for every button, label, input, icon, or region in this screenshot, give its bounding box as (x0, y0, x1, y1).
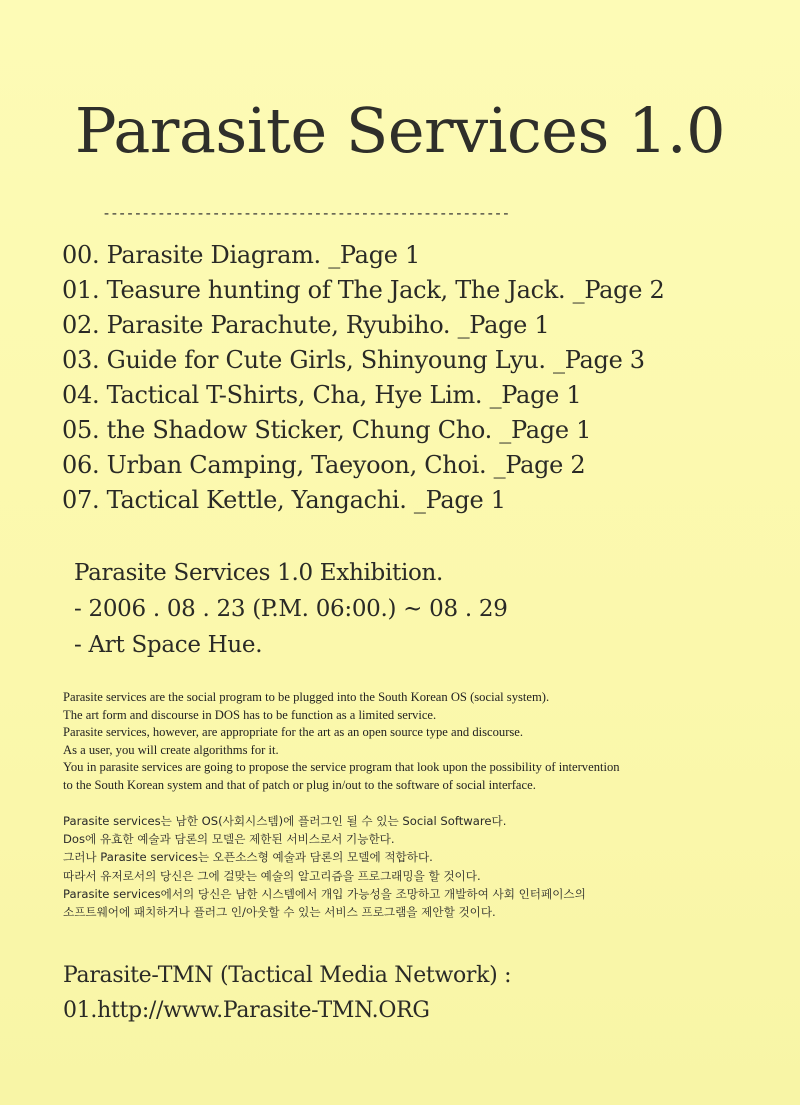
english-line: You in parasite services are going to propose the service program that look upon the possibility of intervention (63, 760, 620, 775)
network-name: Parasite-TMN (Tactical Media Network) : (63, 963, 512, 988)
english-line: Parasite services, however, are appropriate for the art as an open source type and discourse. (63, 725, 524, 740)
toc-item-01: 01. Teasure hunting of The Jack, The Jack. _Page 2 (62, 276, 665, 304)
english-line: Parasite services are the social program to be plugged into the South Korean OS (social system). (63, 690, 550, 704)
footer-contact (63, 958, 511, 1028)
network-url: 01.http://www.Parasite-TMN.ORG (63, 998, 430, 1023)
english-line: to the South Korean system and that of patch or plug in/out to the software of social interface. (63, 777, 536, 792)
korean-line: Dos에 유효한 예술과 담론의 모델은 제한된 서비스로서 기능한다. (63, 832, 395, 847)
toc-item-07: 07. Tactical Kettle, Yangachi. _Page 1 (62, 486, 506, 514)
english-line: The art form and discourse in DOS has to be function as a limited service. (63, 707, 437, 722)
table-of-contents (62, 238, 664, 518)
page-title: Parasite Services 1.0 (74, 94, 726, 167)
korean-line: Parasite services는 남한 OS(사회시스템)에 플러그인 될 수 있는 Social Software다. (63, 814, 507, 828)
korean-line: Parasite services에서의 당신은 남한 시스템에서 개입 가능성을 조망하고 개발하여 사회 인터페이스의 (63, 886, 586, 901)
toc-item-05: 05. the Shadow Sticker, Chung Cho. _Page 1 (62, 416, 592, 444)
korean-line: 그러나 Parasite services는 오픈소스형 예술과 담론의 모델에 적합하다. (63, 850, 433, 865)
exhibition-info (74, 555, 508, 663)
english-line: As a user, you will create algorithms for it. (63, 742, 279, 757)
exhibition-venue: - Art Space Hue. (74, 632, 263, 658)
toc-item-04: 04. Tactical T-Shirts, Cha, Hye Lim. _Page 1 (62, 381, 582, 409)
korean-description (63, 812, 586, 921)
korean-line: 따라서 유저로서의 당신은 그에 걸맞는 예술의 알고리즘을 프로그래밍을 할 것이다. (63, 868, 481, 883)
toc-item-02: 02. Parasite Parachute, Ryubiho. _Page 1 (62, 311, 550, 339)
exhibition-date: - 2006 . 08 . 23 (P.M. 06:00.) ~ 08 . 29 (74, 596, 508, 622)
english-description (63, 689, 620, 795)
toc-item-06: 06. Urban Camping, Taeyoon, Choi. _Page 2 (62, 451, 586, 479)
korean-line: 소프트웨어에 패치하거나 플러그 인/아웃할 수 있는 서비스 프로그램을 제안할 것이다. (63, 905, 496, 920)
exhibition-title: Parasite Services 1.0 Exhibition. (74, 560, 444, 586)
dashed-divider: ---------------------------------------------------- (102, 204, 510, 222)
toc-item-03: 03. Guide for Cute Girls, Shinyoung Lyu. _Page 3 (62, 346, 645, 374)
toc-item-00: 00. Parasite Diagram. _Page 1 (62, 241, 420, 269)
